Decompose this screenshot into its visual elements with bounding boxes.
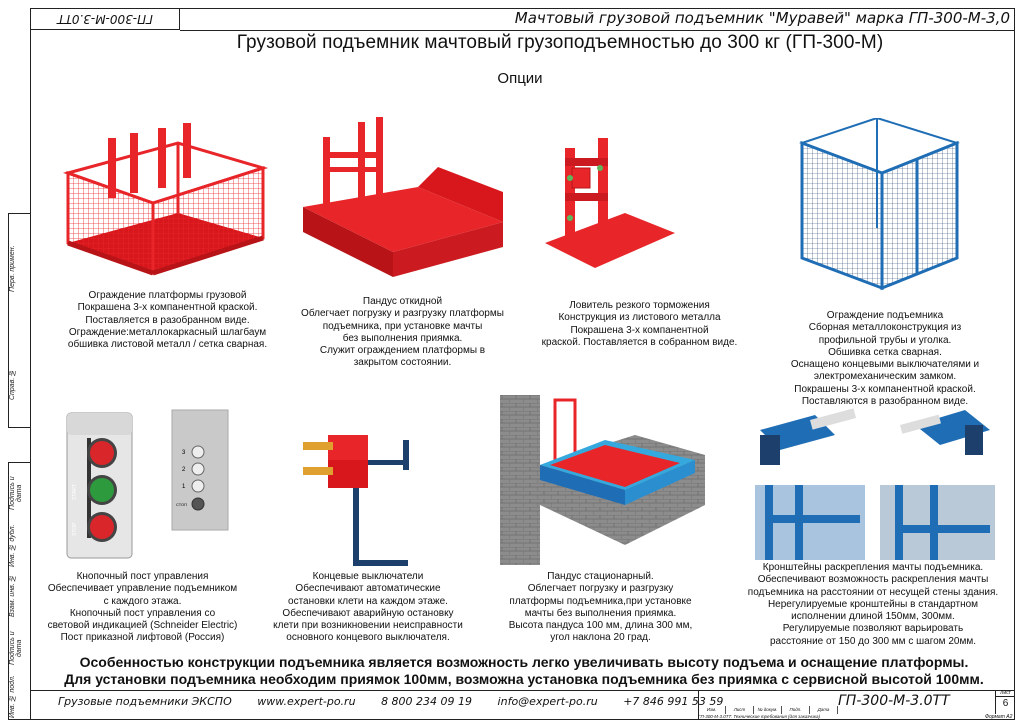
- phone-2: +7 846 991 53 59: [623, 695, 724, 708]
- tb-cell: № докум.: [754, 706, 782, 714]
- side-strip-upper: [8, 213, 30, 428]
- card-line: Обеспечивают возможность раскрепления мачты: [757, 574, 989, 586]
- card-line: Пандус откидной: [362, 296, 443, 307]
- card-mast-brackets: [732, 562, 1014, 648]
- tb-cell: Лист: [726, 706, 754, 714]
- side-label: Взам. инв. №: [9, 574, 16, 617]
- floor-1-label: 1: [182, 484, 186, 490]
- side-strip-lower: [8, 462, 30, 720]
- card-line: Оснащено концевыми выключателями и: [790, 359, 980, 371]
- card-line: краской. Поставляется в собранном виде.: [541, 336, 738, 348]
- product-line: Мачтовый грузовой подъемник "Муравей" марка ГП-300-М-3,0: [514, 9, 1010, 27]
- website-link[interactable]: www.expert-po.ru: [257, 695, 356, 708]
- sheet-number-box: [995, 690, 1015, 714]
- floor-3-label: 3: [182, 450, 186, 456]
- card-line: световой индикацией (Schneider Electric): [47, 620, 238, 632]
- card-limit-switches: [258, 571, 478, 645]
- card-line: обшивка листовой металл / сетка сварная.: [67, 339, 268, 351]
- card-line: Обеспечивают автоматические: [295, 583, 441, 595]
- card-line: с каждого этажа.: [103, 595, 182, 607]
- sheet-label: Лист: [996, 690, 1015, 697]
- card-ramp-stationary: [488, 571, 713, 645]
- card-line: Сборная металлоконструкция из: [808, 322, 962, 334]
- title-block-code: ГП-300-М-3.0ТТ: [838, 693, 950, 709]
- card-catcher: [532, 300, 747, 349]
- card-line: клети при возникновении неисправности: [273, 620, 463, 632]
- company-name: Грузовые подъемники ЭКСПО: [58, 695, 232, 708]
- sheet-number: 6: [1002, 698, 1009, 709]
- card-line: Регулируемые позволяют варьировать: [782, 623, 964, 635]
- card-line: угол наклона 20 град.: [550, 632, 651, 644]
- card-lift-fence: [775, 310, 995, 408]
- floor-2-label: 2: [182, 467, 186, 473]
- paper-format: Формат А2: [985, 714, 1013, 720]
- stop-label: STOP: [72, 522, 78, 536]
- ramp-hinged-image: [298, 112, 508, 287]
- phone-1: 8 800 234 09 19: [381, 695, 473, 708]
- card-line: Кнопочный пост управления: [76, 571, 209, 582]
- card-line: Конструкция из листового металла: [558, 312, 721, 324]
- note-line-1: Особенностью конструкции подъемника является возможность легко увеличивать высоту подъема и оснащение платформы.: [79, 654, 969, 670]
- card-line: Высота пандуса 100 мм, длина 300 мм,: [508, 620, 693, 632]
- mast-brackets-image: [755, 395, 1000, 560]
- card-ramp-hinged: [290, 296, 515, 370]
- card-line: профильной трубы и уголка.: [818, 334, 952, 346]
- email-link[interactable]: info@expert-po.ru: [497, 695, 598, 708]
- card-line: Поставляются в разобранном виде.: [801, 396, 969, 408]
- stop-small-label: СТОП: [176, 502, 188, 507]
- card-line: Служит ограждением платформы в: [319, 345, 486, 357]
- footer-contacts: [58, 695, 745, 708]
- top-left-stamp: ГП-300-М-3.0ТТ: [30, 8, 180, 30]
- side-label: Перв. примен.: [9, 245, 16, 293]
- card-line: Ограждение подъемника: [826, 310, 944, 321]
- card-line: Обеспечивает управление подъемником: [47, 583, 238, 595]
- lift-fence-image: [792, 118, 972, 293]
- card-line: Ловитель резкого торможения: [569, 300, 710, 311]
- side-label: Инв. № подл.: [9, 675, 16, 719]
- card-line: подъемника на расстоянии от несущей стены здания.: [747, 586, 999, 598]
- card-line: исполнении длиной 150мм, 300мм.: [791, 611, 955, 623]
- side-label: Справ. №: [9, 368, 16, 400]
- side-label: Подпись и дата: [9, 476, 23, 510]
- limit-switches-image: [298, 420, 428, 570]
- card-line: Покрашены 3-х компанентной краской.: [794, 383, 976, 395]
- card-line: Обеспечивают аварийную остановку: [282, 607, 454, 619]
- card-line: Пандус стационарный.: [547, 571, 654, 582]
- card-line: расстояние от 150 до 300 мм с шагом 20мм.: [769, 635, 976, 647]
- card-line: Кнопочный пост управления со: [69, 607, 216, 619]
- tb-cell: Изм.: [698, 706, 726, 714]
- tb-cell: Дата: [810, 706, 838, 714]
- header-divider: [180, 30, 1015, 31]
- note-line-2: Для установки подъемника необходим приямок 100мм, возможна установка подъемника без приямка с сервисной высотой 100мм.: [64, 671, 984, 687]
- card-platform-fence: [60, 290, 275, 351]
- card-line: Кронштейны раскрепления мачты подъемника.: [762, 562, 984, 573]
- card-line: электромеханическим замком.: [813, 371, 957, 383]
- card-line: Облегчает погрузку и разгрузку платформы: [301, 308, 504, 320]
- tb-cell: Подп.: [782, 706, 810, 714]
- platform-fence-image: [58, 118, 278, 286]
- card-control-post: [35, 571, 250, 645]
- title-block-cells: [698, 706, 838, 714]
- card-line: закрытом состоянии.: [353, 357, 452, 369]
- card-line: Покрашена 3-х компанентной: [570, 324, 709, 336]
- card-line: Пост приказной лифтовой (Россия): [60, 632, 225, 644]
- control-post-image: [62, 408, 137, 563]
- start-label: START: [72, 484, 78, 500]
- side-label: Инв. № дубл.: [9, 524, 16, 567]
- card-line: мачты без выполнения приямка.: [524, 607, 677, 619]
- card-line: остановки клети на каждом этаже.: [288, 595, 448, 607]
- side-label: Подпись и дата: [9, 631, 23, 665]
- ramp-stationary-image: [495, 395, 710, 565]
- card-line: Покрашена 3-х компанентной краской.: [77, 302, 258, 314]
- call-panel-image: [170, 408, 230, 533]
- card-line: без выполнения приямка.: [342, 332, 463, 344]
- card-line: платформы подъемника,при установке: [509, 595, 692, 607]
- page-title: Грузовой подъемник мачтовый грузоподъемностью до 300 кг (ГП-300-М): [236, 32, 884, 53]
- catcher-image: [540, 138, 680, 273]
- card-line: основного концевого выключателя.: [286, 632, 450, 644]
- card-line: Облегчает погрузку и разгрузку: [527, 583, 674, 595]
- section-subtitle: Опции: [497, 70, 543, 87]
- card-line: Концевые выключатели: [312, 571, 424, 582]
- card-line: Ограждение платформы грузовой: [88, 290, 247, 301]
- title-block-description: ГП-300-М-3.0ТТ. Технические требования (для заказчика): [698, 714, 821, 719]
- card-line: подъемника, при установке мачты: [322, 320, 483, 332]
- card-line: Обшивка сетка сварная.: [828, 346, 942, 358]
- card-line: Нерегулируемые кронштейны в стандартном: [767, 598, 979, 610]
- card-line: Поставляется в разобранном виде.: [85, 314, 250, 326]
- card-line: Ограждение:металлокаркасный шлагбаум: [68, 326, 267, 338]
